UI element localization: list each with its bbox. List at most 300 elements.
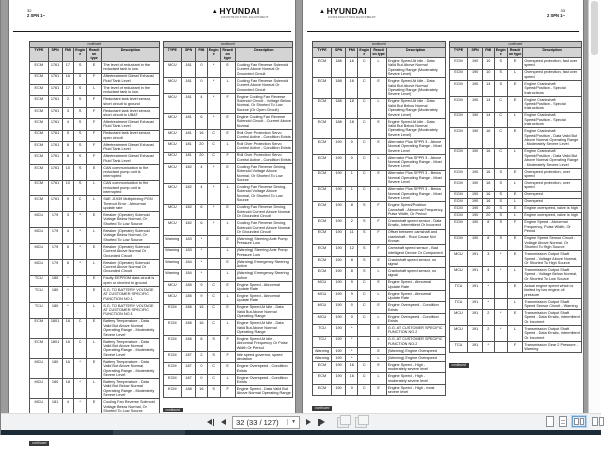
table-cell: S bbox=[494, 212, 507, 219]
table-cell: Warning bbox=[313, 355, 332, 362]
table-cell: 179 bbox=[48, 212, 62, 228]
two-page-continuous-icon[interactable] bbox=[591, 416, 605, 427]
previous-page-icon bbox=[221, 419, 226, 425]
fault-table-container bbox=[312, 47, 446, 397]
table-cell: 2 bbox=[196, 352, 208, 363]
table-row bbox=[449, 128, 582, 148]
table-cell: 190 bbox=[468, 128, 482, 148]
table-cell: ECM bbox=[163, 363, 182, 374]
table-row bbox=[30, 130, 160, 141]
table-cell: S bbox=[74, 107, 87, 118]
table-cell: Overspeed protection, over speed bbox=[523, 168, 582, 179]
table-cell: Engine Speed - Abnormal Update Rate bbox=[235, 281, 292, 292]
table-cell: C bbox=[358, 139, 371, 155]
table-row bbox=[163, 62, 293, 78]
chevron-down-icon[interactable]: ▼ bbox=[287, 419, 296, 425]
table-cell: ECM bbox=[313, 218, 332, 229]
table-cell: 16 bbox=[196, 386, 208, 397]
table-cell: F bbox=[87, 107, 102, 118]
table-cell: 188 bbox=[331, 78, 345, 98]
table-cell: Engine Crankshaft Speed/Position - Special Instructions bbox=[523, 96, 582, 112]
continued-bottom-label: continued bbox=[312, 406, 332, 411]
table-cell: 190 bbox=[331, 302, 345, 313]
table-cell: S bbox=[494, 81, 507, 97]
table-cell: 190 bbox=[331, 336, 345, 347]
table-cell: TCU bbox=[30, 275, 49, 286]
table-cell: 16 bbox=[346, 78, 358, 98]
table-cell: (Warning) Engine Overspeed bbox=[386, 348, 445, 355]
page-32-header bbox=[13, 0, 291, 32]
table-cell: 190 bbox=[331, 170, 345, 186]
table-cell: MCU bbox=[163, 164, 182, 184]
table-cell: S bbox=[494, 191, 507, 198]
table-cell: 10 bbox=[62, 164, 74, 180]
table-cell: ECM bbox=[163, 304, 182, 320]
table-cell: 1 bbox=[346, 170, 358, 186]
hyundai-logo bbox=[212, 7, 269, 19]
table-cell: 9 bbox=[196, 281, 208, 292]
folio-block bbox=[547, 9, 565, 18]
table-row bbox=[313, 355, 446, 362]
table-cell: L bbox=[220, 293, 235, 304]
table-cell: 18 bbox=[346, 98, 358, 118]
table-cell: C bbox=[358, 98, 371, 118]
table-row bbox=[30, 259, 160, 275]
table-row bbox=[163, 152, 293, 163]
hyundai-triangle-icon: ▲ bbox=[211, 8, 218, 15]
table-cell: Engine Overspeed - Condition Exists bbox=[235, 363, 292, 374]
table-cell: ECM bbox=[30, 130, 49, 141]
table-cell: F bbox=[371, 202, 386, 218]
table-cell: Transmission Output Shaft Speed - Data Erratic, Intermittent Or Incorrect bbox=[524, 326, 580, 340]
table-row bbox=[313, 186, 446, 202]
table-cell: Engine Overspeed - Condition Exists bbox=[386, 302, 445, 313]
table-cell: E bbox=[220, 363, 235, 374]
table-cell: Engine Crankshaft Speed/Position - Special Instructions bbox=[523, 81, 582, 97]
table-cell: 190 bbox=[331, 218, 345, 229]
first-page-button[interactable] bbox=[206, 416, 215, 428]
column-header: Reaction type bbox=[220, 47, 235, 62]
table-cell: * bbox=[74, 243, 87, 259]
table-cell: E bbox=[220, 304, 235, 320]
table-cell: MCU bbox=[163, 220, 182, 236]
table-row bbox=[30, 62, 160, 73]
table-row bbox=[313, 362, 446, 373]
last-page-button[interactable] bbox=[317, 416, 326, 428]
table-cell: 3 bbox=[482, 251, 494, 267]
table-cell: 190 bbox=[331, 384, 345, 395]
table-row bbox=[449, 180, 582, 191]
table-cell: Cooling Fan Reverse Driving, Solenoid Voltage Above Normal, Or Shorted To Low Source bbox=[235, 184, 292, 204]
table-cell: Aftertreatment Diesel Exhaust Fluid Tank Level bbox=[102, 142, 159, 153]
table-row bbox=[30, 286, 160, 302]
table-cell: C bbox=[207, 281, 220, 292]
table-row bbox=[30, 379, 160, 399]
table-cell: 190 bbox=[331, 313, 345, 324]
table-row bbox=[30, 107, 160, 118]
table-cell: Roll Over Protection Servo Control Active - Condition Exists bbox=[236, 153, 291, 162]
table-cell: MCU bbox=[449, 325, 468, 341]
table-cell: S bbox=[358, 229, 371, 245]
table-cell: G.G. AT CUSTOMER SPECIFIC FUNCTION NO.2 bbox=[386, 336, 445, 347]
next-page-button[interactable] bbox=[305, 416, 312, 428]
table-cell: ECM bbox=[449, 219, 468, 235]
table-cell: 10 bbox=[482, 69, 494, 80]
table-cell: 16 bbox=[62, 73, 74, 84]
table-cell: Engine Speed At Idle - Data Valid But Below Normal Operating Range (Moderately Severe Level) bbox=[386, 98, 445, 118]
table-cell: ECM bbox=[313, 373, 332, 384]
table-cell: 8 bbox=[196, 336, 208, 352]
table-row bbox=[163, 247, 293, 258]
column-header: Description bbox=[386, 47, 445, 58]
table-cell: 3 bbox=[62, 212, 74, 228]
table-cell: C bbox=[207, 293, 220, 304]
table-cell: Cooling Fan Reverse Solenoid Voltage Below Normal, Or Shorted To Low Source bbox=[102, 399, 159, 415]
table-row bbox=[163, 141, 293, 152]
table-cell: 190 bbox=[331, 290, 345, 301]
table-cell: 20 bbox=[196, 141, 208, 152]
table-row bbox=[313, 325, 446, 336]
table-row bbox=[163, 304, 293, 320]
table-cell: 18 bbox=[346, 118, 358, 138]
table-cell: E bbox=[371, 139, 386, 155]
table-cell: 0 bbox=[196, 374, 208, 385]
vertical-scrollbar[interactable] bbox=[588, 0, 600, 413]
table-cell: 190 bbox=[468, 180, 482, 191]
table-columns bbox=[312, 41, 582, 414]
table-cell: SAE J1939 Multiplexing PGN Timeout Error - Abnormal update rate bbox=[102, 196, 159, 212]
table-cell: Engine Overspeed - Condition Exists bbox=[235, 374, 292, 385]
table-cell: * bbox=[74, 359, 87, 379]
table-cell bbox=[358, 355, 371, 362]
table-cell: C bbox=[358, 290, 371, 301]
table-cell: L bbox=[87, 196, 102, 212]
table-cell: S bbox=[494, 219, 507, 235]
table-cell: L bbox=[507, 112, 522, 128]
table-cell: Engine overspeed, valve is high bbox=[523, 212, 582, 219]
table-cell: Engine Speed - Data Valid But Above Normal Operating Range bbox=[236, 387, 291, 396]
table-cell: Engine Speed Sensor Circuit - Voltage Above Normal, Or Shorted To High Source bbox=[523, 235, 582, 251]
table-cell: 16 bbox=[482, 168, 494, 179]
table-cell: * bbox=[494, 310, 507, 326]
table-cell: 20 bbox=[482, 205, 494, 212]
table-cell: ECM bbox=[313, 154, 332, 170]
table-cell: 1801 bbox=[48, 318, 62, 338]
table-cell: 0 bbox=[196, 62, 208, 78]
table-cell: Crankshaft speed sensor - Data Erratic, Intermittent Or Incorrect bbox=[386, 218, 445, 229]
table-cell: C bbox=[207, 152, 220, 163]
table-cell: ECM bbox=[449, 128, 468, 148]
table-cell: 186 bbox=[182, 320, 196, 336]
table-row bbox=[313, 139, 446, 155]
table-cell: C bbox=[358, 302, 371, 313]
table-cell: ECM bbox=[449, 180, 468, 191]
brand-name: HYUNDAI bbox=[219, 6, 260, 16]
table-cell: 181 bbox=[182, 62, 196, 78]
table-cell: ECM bbox=[30, 318, 49, 338]
table-cell: ECM bbox=[30, 153, 49, 164]
page-navigation bbox=[206, 414, 367, 430]
table-cell: 20 bbox=[482, 212, 494, 219]
table-cell: 182 bbox=[182, 220, 196, 236]
table-cell: 4 bbox=[196, 93, 208, 113]
column-header: Reaction type bbox=[372, 48, 385, 57]
table-cell: ECM bbox=[30, 142, 49, 153]
table-cell: 190 bbox=[468, 96, 482, 112]
table-cell: ECM bbox=[163, 386, 182, 397]
vertical-scrollbar-thumb[interactable] bbox=[591, 1, 598, 55]
table-cell: Warning bbox=[163, 236, 182, 247]
table-cell: E bbox=[507, 191, 522, 198]
table-cell: * bbox=[196, 236, 208, 247]
table-cell: 1801 bbox=[48, 338, 62, 358]
table-cell: S bbox=[494, 205, 507, 212]
table-cell: ECM bbox=[163, 352, 182, 363]
brand-subtitle: CONSTRUCTION EQUIPMENT bbox=[328, 16, 377, 19]
table-cell: E bbox=[371, 302, 386, 313]
table-cell: F bbox=[87, 96, 102, 107]
table-cell: E bbox=[507, 168, 522, 179]
table-row bbox=[313, 98, 446, 118]
table-cell: Camshaft speed sensor - Bad Intelligent Device Or Component bbox=[386, 245, 445, 256]
table-cell: CAN communication to the reductant pump unit is interrupted bbox=[102, 180, 159, 196]
table-cell: L bbox=[87, 85, 102, 96]
page-number-field[interactable] bbox=[232, 416, 300, 429]
table-cell: 190 bbox=[331, 348, 345, 355]
table-cell: 188 bbox=[182, 386, 196, 397]
table-cell: 16 bbox=[346, 362, 358, 373]
table-cell: L bbox=[371, 154, 386, 170]
table-cell: 1761 bbox=[48, 196, 62, 212]
table-cell: Aftertreatment Diesel Exhaust Fluid Tank Level bbox=[102, 119, 159, 130]
table-cell: 9 bbox=[346, 279, 358, 290]
table-row bbox=[313, 229, 446, 245]
single-page-icon[interactable] bbox=[546, 416, 554, 427]
table-cell: 2 bbox=[482, 325, 494, 341]
table-row bbox=[163, 352, 293, 363]
table-cell: * bbox=[482, 298, 494, 309]
table-row bbox=[30, 318, 160, 338]
table-cell: E bbox=[220, 129, 235, 140]
table-cell: C bbox=[207, 304, 220, 320]
table-cell: E bbox=[371, 384, 386, 395]
column-header: Description bbox=[523, 47, 582, 58]
table-cell: L bbox=[371, 336, 386, 347]
table-cell: E bbox=[87, 399, 102, 415]
table-row bbox=[163, 220, 293, 236]
table-cell: Engine Speed At Idle - Data Valid But Above Normal Operating Range (Moderately Severe Level) bbox=[386, 58, 445, 78]
table-cell: * bbox=[196, 247, 208, 258]
table-row bbox=[313, 218, 446, 229]
table-cell: ECM bbox=[313, 98, 332, 118]
table-cell: Cooling Fan Reverse Solenoid Current Above Normal Or Grounded Circuit bbox=[235, 62, 292, 78]
table-cell: 8 bbox=[482, 235, 494, 251]
table-cell: C bbox=[358, 186, 371, 202]
table-row bbox=[30, 119, 160, 130]
table-cell: F bbox=[220, 386, 235, 397]
column-header: FMI bbox=[346, 47, 358, 58]
column-header: FMI bbox=[196, 47, 208, 62]
table-cell: L bbox=[371, 355, 386, 362]
table-cell: 0 bbox=[196, 78, 208, 94]
table-cell: 191 bbox=[468, 282, 482, 298]
table-cell: 187 bbox=[182, 352, 196, 363]
table-cell: Breaker (Operate) Solenoid Current Above Normal Or Grounded Circuit bbox=[102, 259, 159, 275]
table-row bbox=[30, 243, 160, 259]
table-cell: S bbox=[358, 245, 371, 256]
table-cell: 190 bbox=[468, 212, 482, 219]
table-cell: E bbox=[371, 362, 386, 373]
table-cell: Overspeed bbox=[523, 191, 582, 198]
table-cell: L bbox=[87, 259, 102, 275]
column-header: Description bbox=[102, 47, 159, 62]
table-cell: C bbox=[358, 58, 371, 78]
table-cell: * bbox=[74, 259, 87, 275]
table-row bbox=[449, 251, 582, 267]
table-cell: * bbox=[62, 275, 74, 286]
fault-table bbox=[312, 47, 446, 397]
table-cell: 180 bbox=[48, 379, 62, 399]
table-cell: S bbox=[74, 142, 87, 153]
table-cell: 185 bbox=[182, 281, 196, 292]
fault-table bbox=[449, 47, 583, 354]
table-row bbox=[163, 258, 293, 269]
table-cell: E bbox=[371, 170, 386, 186]
table-row bbox=[163, 93, 293, 113]
table-cell: ECM bbox=[449, 148, 468, 168]
table-cell: Reductant tank level sensor, short circuit to ground bbox=[102, 96, 159, 107]
table-cell: ECM bbox=[30, 338, 49, 358]
table-cell: E bbox=[220, 281, 235, 292]
table-cell: 190 bbox=[331, 186, 345, 202]
table-cell: MCU bbox=[313, 313, 332, 324]
continued-top-label: continued bbox=[449, 41, 583, 47]
table-cell: E bbox=[507, 310, 522, 326]
table-cell: 181 bbox=[182, 141, 196, 152]
column-header: SPN bbox=[182, 47, 196, 62]
table-cell: 191 bbox=[468, 267, 482, 283]
table-cell: E bbox=[507, 81, 522, 97]
next-view-icon[interactable] bbox=[355, 417, 367, 428]
two-page-icon[interactable] bbox=[572, 416, 586, 427]
table-cell: 179 bbox=[48, 259, 62, 275]
table-cell: L bbox=[507, 148, 522, 168]
table-cell: S bbox=[494, 69, 507, 80]
table-cell: TCU bbox=[30, 302, 49, 318]
table-row bbox=[313, 202, 446, 218]
fault-table-container bbox=[163, 47, 294, 398]
table-cell: L bbox=[87, 302, 102, 318]
previous-view-icon[interactable] bbox=[337, 417, 349, 428]
table-cell: (Warning) Engine Overspeed bbox=[386, 355, 445, 362]
table-cell: F bbox=[220, 336, 235, 352]
table-cell: S bbox=[494, 58, 507, 69]
page-number-value: 32 (33 / 127) bbox=[236, 417, 279, 427]
table-cell bbox=[494, 298, 507, 309]
continuous-page-icon[interactable] bbox=[559, 416, 567, 427]
table-cell: The level of reductant in the reductant tank is low. bbox=[102, 85, 159, 96]
view-mode-buttons bbox=[546, 416, 605, 427]
table-cell: Overspeed protection, fast over speed bbox=[523, 69, 582, 80]
column-header: FMI bbox=[62, 47, 74, 62]
table-cell: E bbox=[507, 205, 522, 212]
table-columns bbox=[29, 41, 293, 449]
table-cell: 16 bbox=[196, 129, 208, 140]
table-cell: 190 bbox=[331, 279, 345, 290]
table-row bbox=[163, 204, 293, 220]
table-cell: 0 bbox=[196, 363, 208, 374]
table-cell: Transmission Output Shaft Speed - Data Erratic, Intermittent Or Incorrect bbox=[524, 310, 580, 324]
table-cell: ECM bbox=[313, 268, 332, 279]
table-cell: Engine Speed At Idle - Data Valid But Above Normal Operating Range bbox=[235, 304, 292, 320]
table-cell: MCU bbox=[30, 359, 49, 379]
table-cell: S bbox=[494, 198, 507, 205]
table-cell: F bbox=[87, 153, 102, 164]
table-cell: (Warning) Emergency Steering Active bbox=[235, 270, 292, 281]
page-number: 33 bbox=[560, 8, 565, 13]
section-label: 2 SPN 1~ bbox=[27, 12, 46, 18]
table-row bbox=[313, 154, 446, 170]
table-cell: E bbox=[507, 235, 522, 251]
table-cell: E bbox=[220, 258, 235, 269]
table-cell: Transmission Gear 2 Pressure - Warning bbox=[523, 341, 582, 352]
continued-top-label: continued bbox=[163, 41, 294, 47]
table-cell: C bbox=[358, 362, 371, 373]
table-cell: Engine Speed At Idle - Data Valid But Above Normal Operating Range bbox=[235, 320, 292, 336]
table-cell: MCU bbox=[30, 212, 49, 228]
table-cell: C bbox=[207, 320, 220, 336]
table-row bbox=[313, 170, 446, 186]
table-cell: 14 bbox=[482, 96, 494, 112]
table-cell: E bbox=[220, 236, 235, 247]
table-cell: C bbox=[358, 154, 371, 170]
table-cell bbox=[358, 325, 371, 336]
table-cell: C bbox=[207, 141, 220, 152]
status-bar bbox=[1, 413, 601, 430]
table-cell: 190 bbox=[331, 373, 345, 384]
table-cell: Battery Temperature - Data Valid But Below Normal Operating Range - Moderately Severe Level bbox=[102, 379, 159, 399]
table-cell: MCU bbox=[163, 141, 182, 152]
table-row bbox=[449, 112, 582, 128]
table-cell: Cooling Fan Reverse Driving, Solenoid Current Above Normal Or Grounded Circuit bbox=[235, 204, 292, 220]
table-cell: ECM bbox=[313, 362, 332, 373]
table-cell: L bbox=[220, 220, 235, 236]
table-cell: E bbox=[371, 348, 386, 355]
table-cell: E bbox=[371, 279, 386, 290]
table-cell: E bbox=[87, 212, 102, 228]
table-cell: S bbox=[74, 153, 87, 164]
table-cell: F bbox=[220, 93, 235, 113]
table-cell: ECM bbox=[449, 81, 468, 97]
table-cell: S bbox=[207, 386, 220, 397]
previous-page-button[interactable] bbox=[220, 416, 227, 428]
table-cell: C bbox=[358, 170, 371, 186]
table-cell bbox=[207, 236, 220, 247]
table-cell: 190 bbox=[331, 154, 345, 170]
table-row bbox=[30, 96, 160, 107]
table-cell: 190 bbox=[468, 81, 482, 97]
table-cell: L bbox=[220, 78, 235, 94]
table-cell: Overspeed protection, over speed bbox=[523, 180, 582, 191]
fault-table-container bbox=[29, 47, 160, 431]
table-cell: F bbox=[87, 119, 102, 130]
table-cell: L bbox=[507, 298, 522, 309]
table-cell: C bbox=[74, 318, 87, 338]
table-row bbox=[30, 164, 160, 180]
table-cell: MCU bbox=[449, 310, 468, 326]
table-cell: ECM bbox=[313, 170, 332, 186]
table-cell: ECM bbox=[163, 320, 182, 336]
